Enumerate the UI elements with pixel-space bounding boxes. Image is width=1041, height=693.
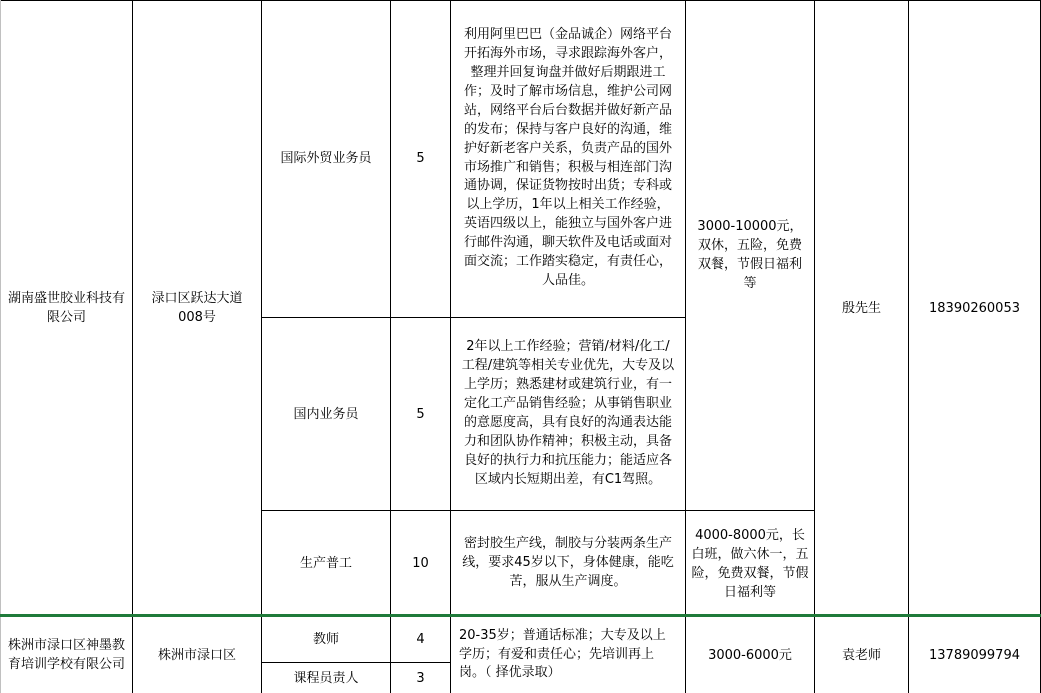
phone-cell: 13789099794 <box>909 617 1041 693</box>
company-cell: 湖南盛世胶业科技有限公司 <box>0 0 133 617</box>
salary-cell: 4000-8000元，长白班，做六休一，五险，免费双餐，节假日福利等 <box>686 511 815 617</box>
phone-cell: 18390260053 <box>909 0 1041 617</box>
job-count-cell: 10 <box>391 511 451 617</box>
job-title-cell: 国际外贸业务员 <box>262 0 391 318</box>
address-cell: 渌口区跃达大道008号 <box>133 0 262 617</box>
job-title-cell: 教师 <box>262 617 391 663</box>
contact-cell: 殷先生 <box>815 0 909 617</box>
row-separator <box>0 614 1041 617</box>
job-requirements-cell: 2年以上工作经验；营销/材料/化工/工程/建筑等相关专业优先，大专及以上学历；熟悉建材或建筑行业，有一定化工产品销售经验；从事销售职业的意愿度高，具有良好的沟通表达能力和团队协作精神；积极主动，具备良好的执行力和抗压能力；能适应各区域内长短期出差，有C1驾照。 <box>451 318 686 511</box>
job-requirements-cell: 利用阿里巴巴（金品诚企）网络平台开拓海外市场，寻求跟踪海外客户，整理并回复询盘并做好后期跟进工作；及时了解市场信息，维护公司网站，网络平台后台数据并做好新产品的发布；保持与客户良好的沟通，维护好新老客户关系，负责产品的国外市场推广和销售；积极与相连部门沟通协调，保证货物按时出货；专科或以上学历，1年以上相关工作经验，英语四级以上，能独立与国外客户进行邮件沟通，聊天软件及电话或面对面交流；工作踏实稳定，有责任心，人品佳。 <box>451 0 686 318</box>
job-requirements-cell: 20-35岁；普通话标准；大专及以上学历；有爱和责任心；先培训再上岗。（ 择优录取） <box>451 617 686 693</box>
company-cell: 株洲市渌口区神墨教育培训学校有限公司 <box>0 617 133 693</box>
job-count-cell: 5 <box>391 0 451 318</box>
job-requirements-cell: 密封胶生产线，制胶与分装两条生产线，要求45岁以下，身体健康，能吃苦，服从生产调度。 <box>451 511 686 617</box>
job-count-cell: 3 <box>391 663 451 693</box>
job-count-cell: 4 <box>391 617 451 663</box>
job-count-cell: 5 <box>391 318 451 511</box>
job-title-cell: 生产普工 <box>262 511 391 617</box>
job-title-cell: 课程员责人 <box>262 663 391 693</box>
job-title-cell: 国内业务员 <box>262 318 391 511</box>
contact-cell: 袁老师 <box>815 617 909 693</box>
salary-cell: 3000-6000元 <box>686 617 815 693</box>
salary-cell: 3000-10000元，双休，五险，免费双餐，节假日福利等 <box>686 0 815 511</box>
address-cell: 株洲市渌口区 <box>133 617 262 693</box>
